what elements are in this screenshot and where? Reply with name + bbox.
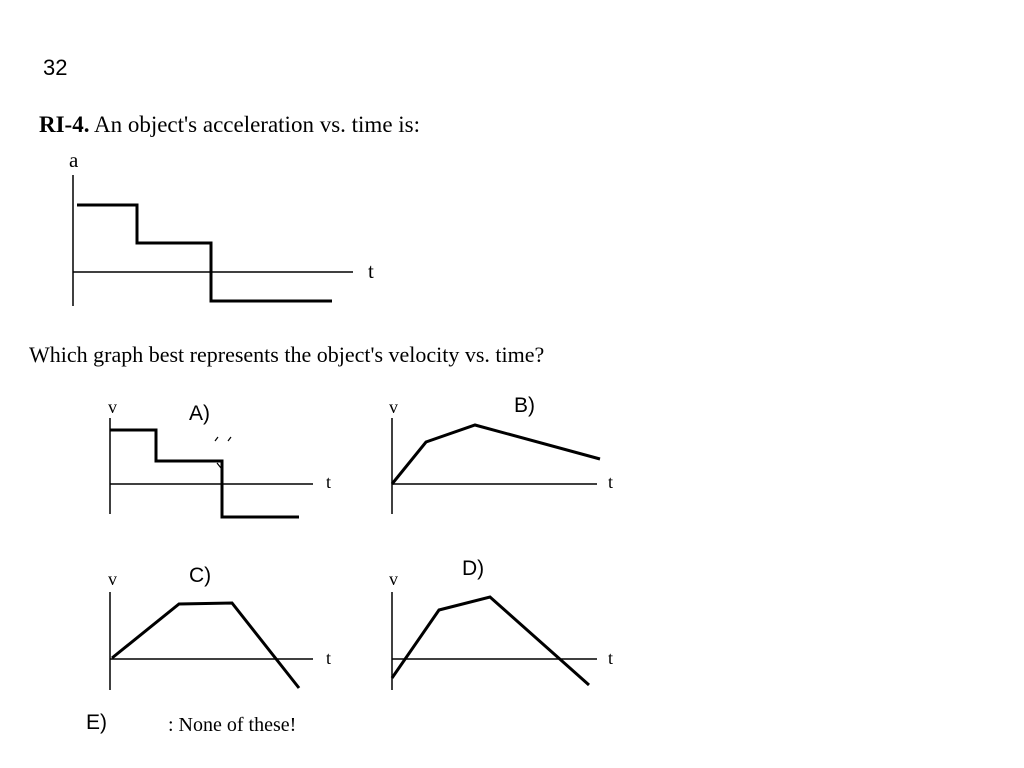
choice-b-graph bbox=[392, 418, 600, 514]
a-choice-curve bbox=[110, 430, 299, 517]
choice-a-t-label: t bbox=[326, 472, 332, 492]
choice-c-label[interactable]: C) bbox=[189, 564, 212, 587]
acceleration-step-curve bbox=[77, 205, 332, 301]
choice-b-v-label: v bbox=[389, 397, 398, 417]
accel-y-label: a bbox=[69, 148, 79, 172]
question-stem: An object's acceleration vs. time is: bbox=[93, 112, 421, 137]
choice-a-v-label: v bbox=[108, 397, 117, 417]
choice-b-t-label: t bbox=[608, 472, 614, 492]
choice-c-v-label: v bbox=[108, 569, 117, 589]
slide-number: 32 bbox=[43, 55, 68, 80]
choice-a-graph bbox=[110, 418, 313, 517]
acceleration-graph bbox=[73, 175, 353, 306]
choice-a-label[interactable]: A) bbox=[189, 402, 210, 425]
c-choice-curve bbox=[112, 603, 299, 688]
choice-e-label[interactable]: E) bbox=[86, 711, 107, 734]
b-choice-curve bbox=[392, 425, 600, 484]
question-prompt: Which graph best represents the object's velocity vs. time? bbox=[29, 342, 545, 367]
choice-c-graph bbox=[110, 592, 313, 690]
accel-x-label: t bbox=[368, 259, 374, 283]
choice-e-text: : None of these! bbox=[168, 714, 297, 736]
question-id: RI-4. bbox=[39, 112, 90, 137]
choice-d-graph bbox=[392, 592, 597, 690]
choice-d-v-label: v bbox=[389, 569, 398, 589]
choice-d-t-label: t bbox=[608, 648, 614, 668]
choice-c-t-label: t bbox=[326, 648, 332, 668]
d-choice-curve bbox=[392, 597, 589, 685]
choice-d-label[interactable]: D) bbox=[462, 557, 485, 580]
choice-b-label[interactable]: B) bbox=[514, 394, 535, 417]
